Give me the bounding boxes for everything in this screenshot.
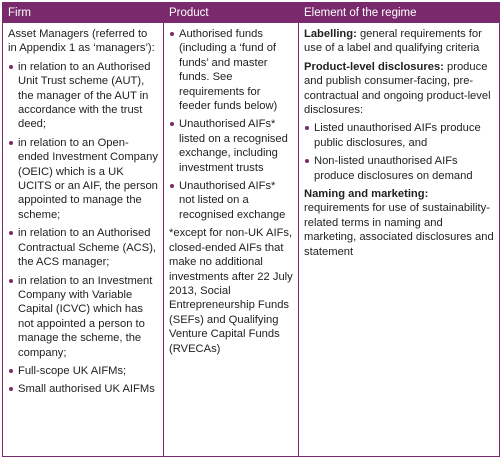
product-list (169, 27, 293, 222)
labelling-paragraph (304, 27, 496, 56)
regime-column (304, 27, 496, 263)
list-item: in relation to an Authorised Contractual Scheme (ACS), the ACS manager; (8, 226, 158, 269)
product-disclosures-list (304, 121, 496, 183)
firm-list (8, 60, 158, 397)
list-item: Full-scope UK AIFMs; (8, 364, 158, 378)
naming-text: requirements for use of sustainability-related terms in naming and marketing, associated disclosures and statement (304, 202, 494, 258)
list-item: Listed unauthorised AIFs produce public disclosures, and (304, 121, 496, 150)
table-header-row (3, 3, 499, 23)
list-item: Authorised funds (including a ‘fund of funds’ and master funds. See requirements for feeder funds below) (169, 27, 293, 113)
list-item: Non-listed unauthorised AIFs produce disclosures on demand (304, 154, 496, 183)
firm-intro: Asset Managers (referred to in Appendix 1 as ‘managers’): (8, 28, 155, 55)
header-element-of-regime: Element of the regime (304, 7, 417, 19)
column-divider (163, 3, 164, 456)
list-item: Small authorised UK AIFMs (8, 382, 158, 396)
header-firm: Firm (8, 7, 31, 19)
product-footnote: *except for non-UK AIFs, closed-ended AIFs that make no additional investments after 22 July 2013, Social Entrepreneurship Funds (SEFs) and Qualifying Venture Capital Funds (RVECAs) (169, 227, 293, 355)
naming-title-paragraph (304, 187, 496, 201)
column-divider (298, 3, 299, 456)
list-item: Unauthorised AIFs* not listed on a recognised exchange (169, 179, 293, 222)
list-item: in relation to an Open-ended Investment Company (OEIC) which is a UK UCITS or an AIF, the person appointed to manage the scheme; (8, 136, 158, 222)
labelling-text: general requirements for use of a label and qualifying criteria (304, 28, 482, 55)
list-item: in relation to an Authorised Unit Trust scheme (AUT), the manager of the AUT in accordance with the trust deed; (8, 60, 158, 132)
product-column (169, 27, 293, 360)
header-product: Product (169, 7, 209, 19)
firm-column (8, 27, 158, 401)
list-item: in relation to an Investment Company with Variable Capital (ICVC) which has not appointed a person to manage the scheme, the company; (8, 274, 158, 360)
labelling-title: Labelling: (304, 28, 357, 40)
product-disclosures-paragraph (304, 60, 496, 118)
product-disclosures-title: Product-level disclosures: (304, 60, 444, 73)
naming-title: Naming and marketing: (304, 188, 429, 201)
list-item: Unauthorised AIFs* listed on a recognised exchange, including investment trusts (169, 117, 293, 175)
regime-table (2, 2, 500, 457)
product-disclosures-text: produce and publish consumer-facing, pre-contractual and ongoing product-level disclosures: (304, 60, 491, 117)
